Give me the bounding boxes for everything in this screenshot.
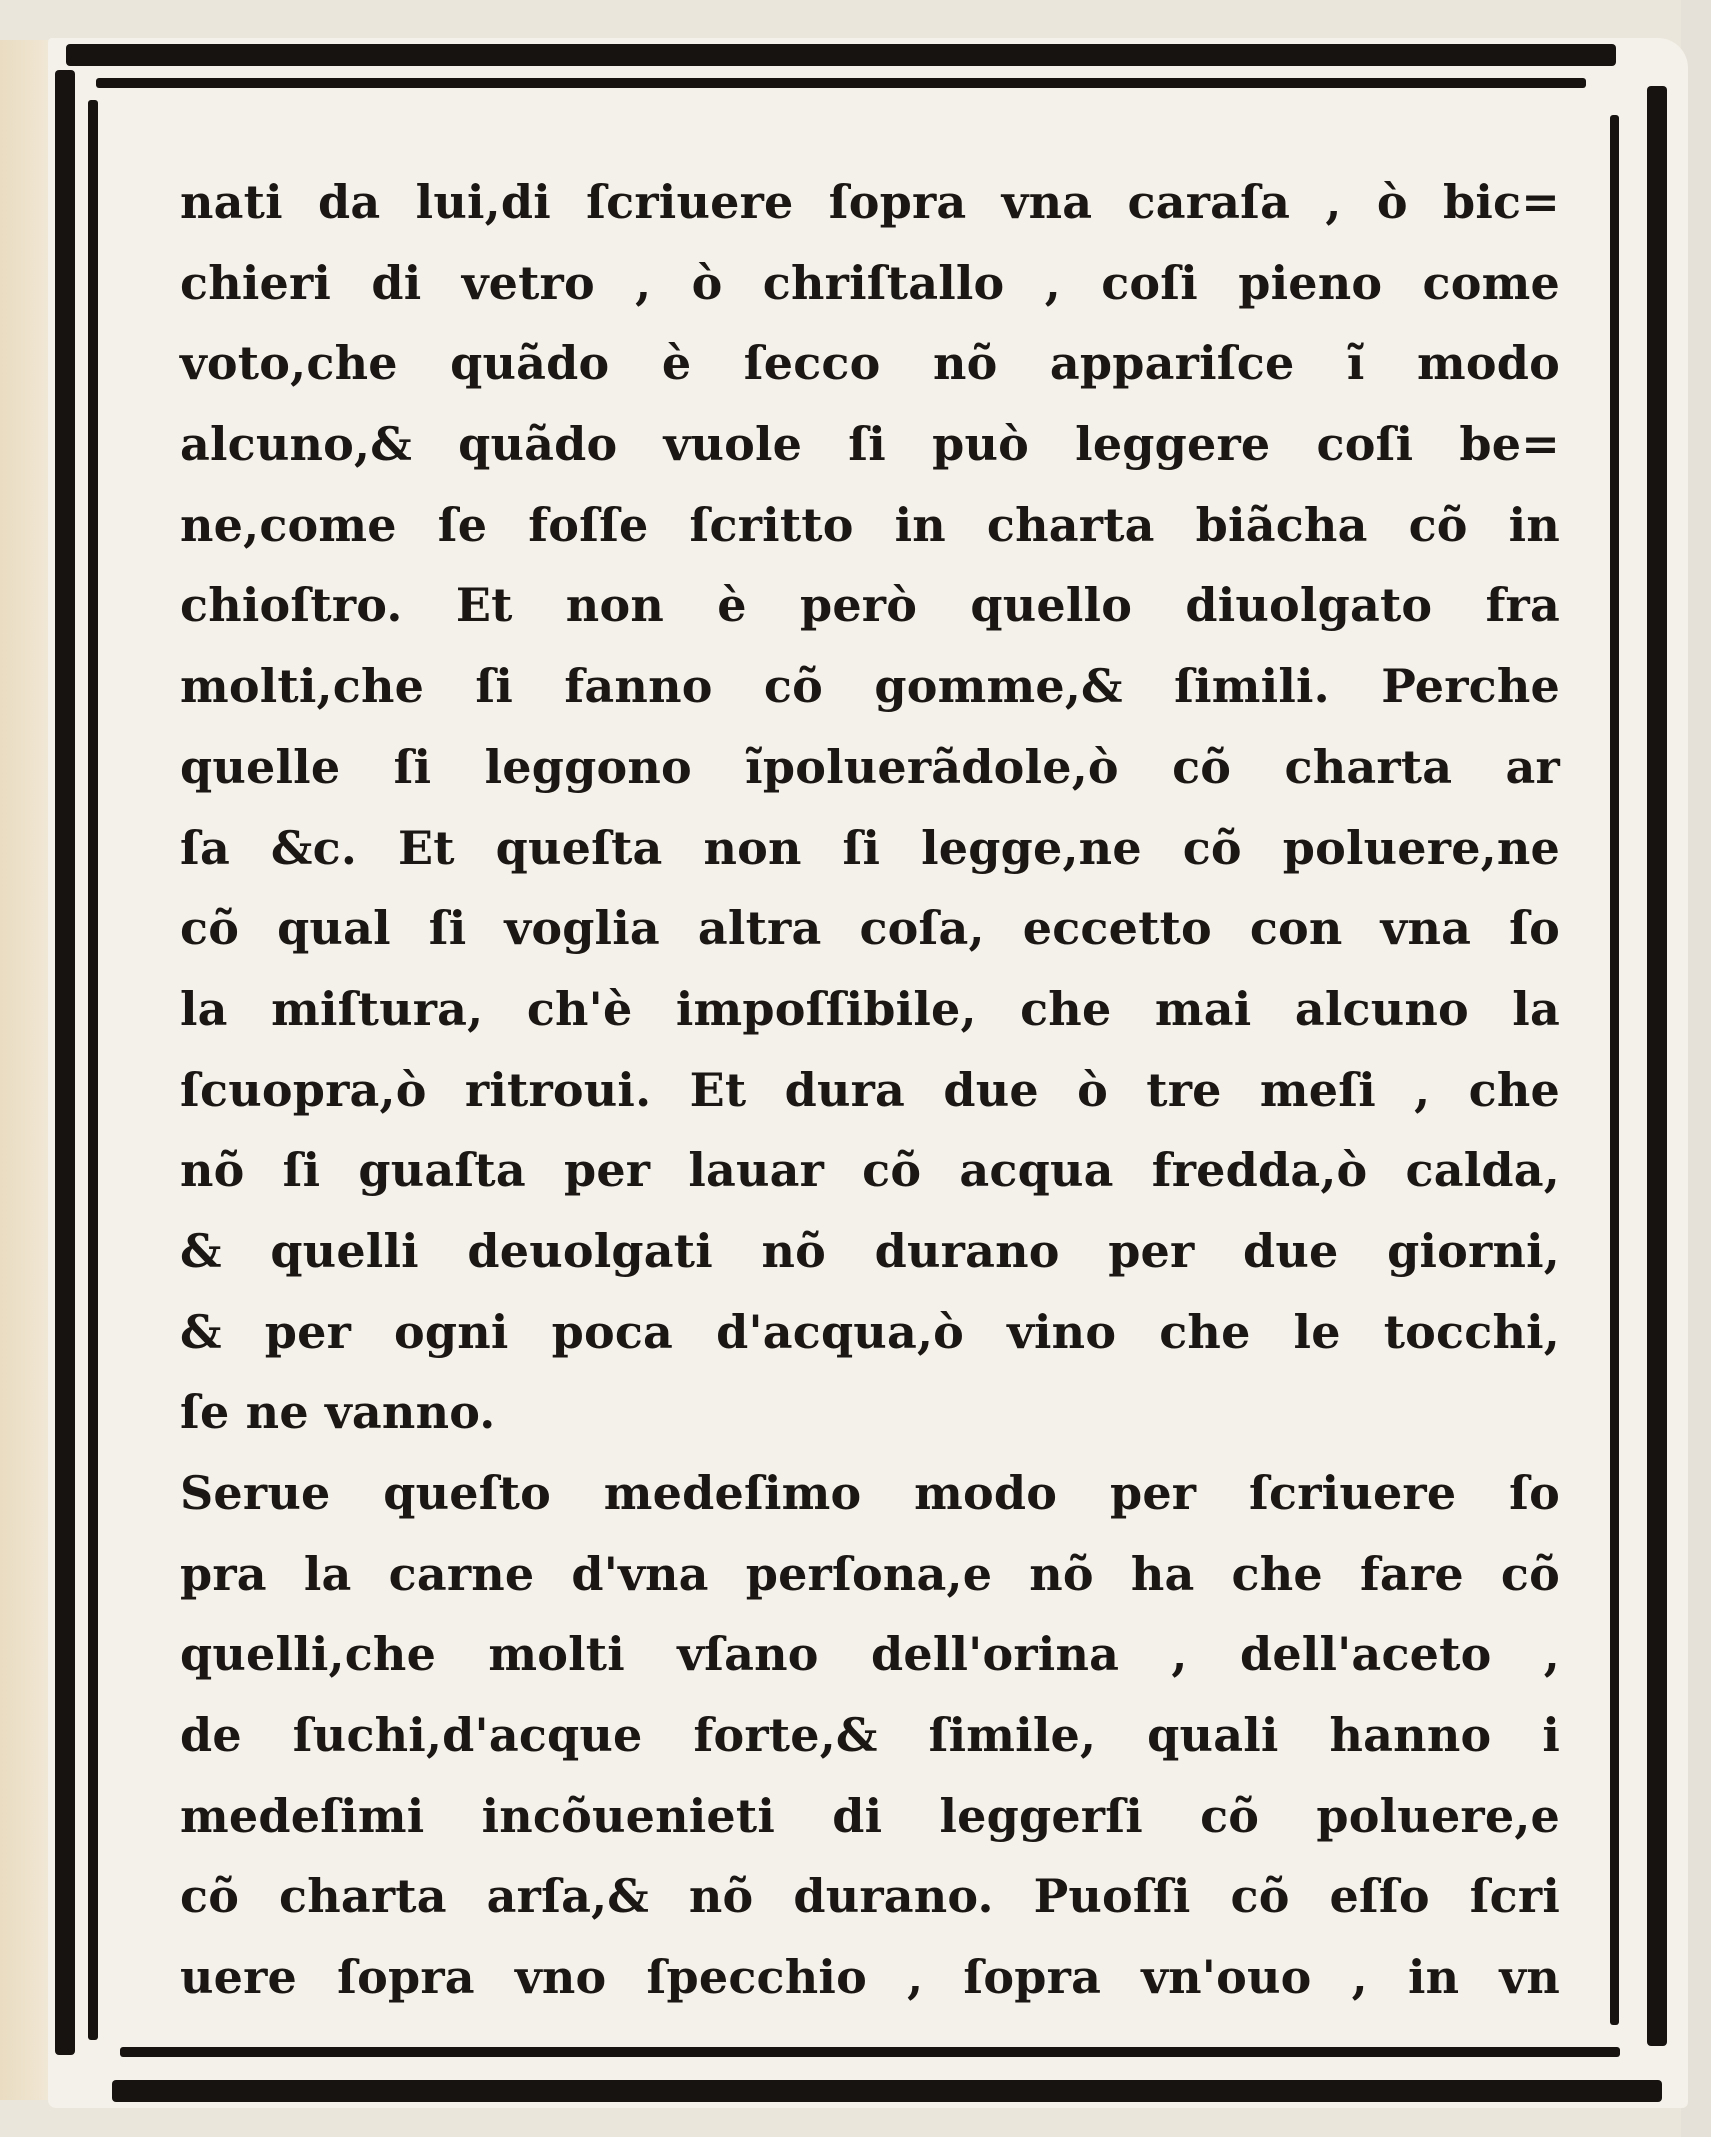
text-line: molti,che ſi fanno cõ gomme,& ſimili. Perche [180, 659, 1560, 714]
text-line: ſa &c. Et queſta non ſi legge,ne cõ poluere,ne [180, 820, 1560, 875]
text-line: alcuno,& quãdo vuole ſi può leggere coſi be= [180, 417, 1560, 472]
text-line: pra la carne d'vna perſona,e nõ ha che fare cõ [180, 1546, 1560, 1601]
text-block [180, 162, 1560, 2018]
text-line: ne,come ſe foſſe ſcritto in charta biãcha cõ in [180, 497, 1560, 552]
border-right-outer [1647, 86, 1667, 2046]
text-line: quelle ſi leggono ĩpoluerãdole,ò cõ charta ar [180, 739, 1560, 794]
text-line: voto,che quãdo è ſecco nõ appariſce ĩ modo [180, 336, 1560, 391]
border-bottom-outer [112, 2080, 1662, 2102]
text-line: nati da lui,di ſcriuere ſopra vna caraſa , ò bic= [180, 175, 1560, 229]
text-line: uere ſopra vno ſpecchio , ſopra vn'ouo , in vn [180, 1950, 1560, 2005]
text-line: chioſtro. Et non è però quello diuolgato fra [180, 578, 1560, 633]
text-line: Serue queſto medeſimo modo per ſcriuere ſo [180, 1466, 1560, 1520]
border-top-inner [96, 78, 1586, 88]
text-line: & per ogni poca d'acqua,ò vino che le tocchi, [180, 1304, 1560, 1359]
text-line: chieri di vetro , ò chriſtallo , coſi pieno come [180, 255, 1560, 310]
text-line: ſcuopra,ò ritroui. Et dura due ò tre meſi , che [180, 1062, 1560, 1117]
text-line: medeſimi incõuenieti di leggerſi cõ poluere,e [180, 1788, 1560, 1843]
border-left-outer [55, 70, 75, 2055]
text-line: de ſuchi,d'acque forte,& ſimile, quali hanno i [180, 1708, 1560, 1763]
text-line: quelli,che molti vſano dell'orina , dell'aceto , [180, 1627, 1560, 1682]
text-line: & quelli deuolgati nõ durano per due giorni, [180, 1223, 1560, 1278]
border-bottom-inner [120, 2047, 1620, 2057]
text-line: la miſtura, ch'è impoſſibile, che mai alcuno la [180, 981, 1560, 1036]
text-line: cõ charta arſa,& nõ durano. Puoſſi cõ eſſo ſcri [180, 1869, 1560, 1924]
text-line: nõ ſi guaſta per lauar cõ acqua fredda,ò calda, [180, 1143, 1560, 1198]
text-line: cõ qual ſi voglia altra coſa, eccetto con vna ſo [180, 901, 1560, 956]
border-right-inner [1610, 115, 1619, 2025]
border-top-outer [66, 44, 1616, 66]
text-line: ſe ne vanno. [180, 1385, 496, 1440]
border-left-inner [88, 100, 98, 2040]
